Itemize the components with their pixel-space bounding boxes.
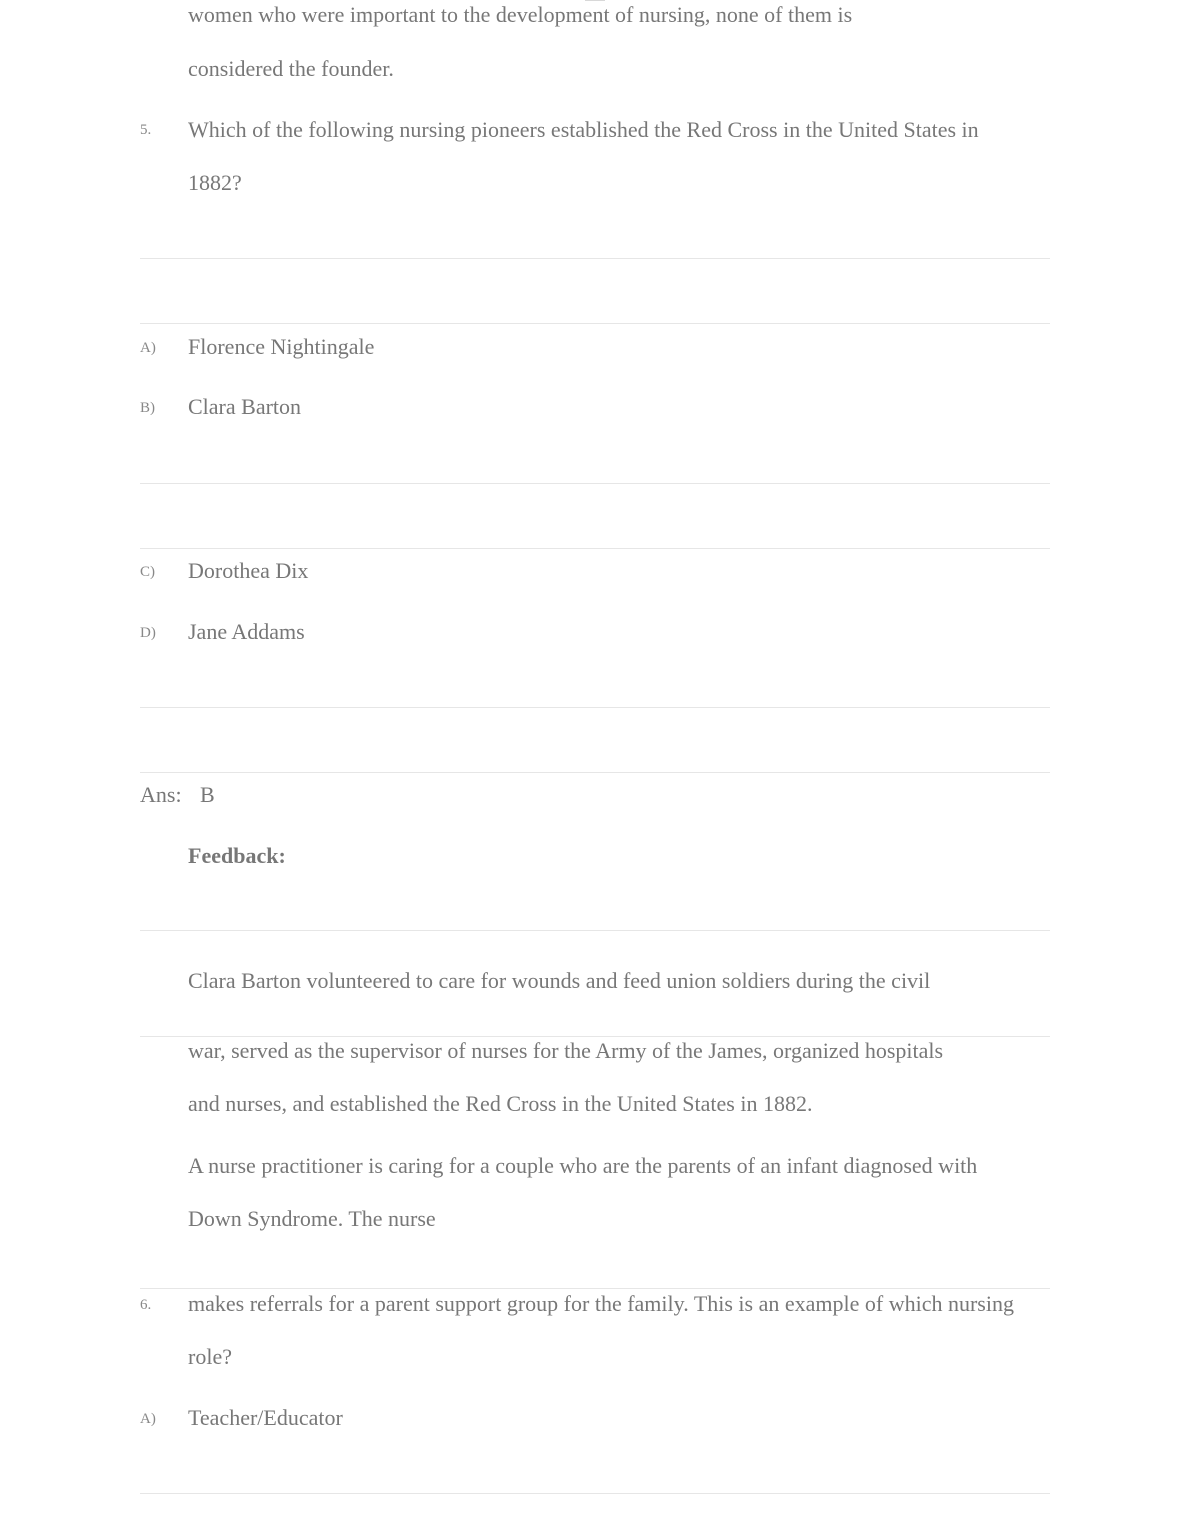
answer-prefix: Ans: [140,782,182,807]
option-label-d: D) [140,625,156,641]
option-text-a: Florence Nightingale [188,334,375,359]
divider [140,1288,1050,1289]
question-stem-line-1: Which of the following nursing pioneers established the Red Cross in the United States in [188,117,979,142]
option-text-a: Teacher/Educator [188,1405,343,1430]
feedback-line-3: and nurses, and established the Red Cross in the United States in 1882. [188,1091,813,1116]
question-stem-line-1: makes referrals for a parent support group for the family. This is an example of which nursing [188,1291,1014,1316]
feedback-heading: Feedback: [188,843,286,868]
option-text-b: Clara Barton [188,394,302,419]
question-stem-line-2: 1882? [188,170,242,195]
divider [140,1036,1050,1037]
answer-value: B [200,782,215,807]
question-number: 5. [140,122,152,138]
divider [140,772,1050,773]
feedback-line-2: war, served as the supervisor of nurses for the Army of the James, organized hospitals [188,1038,944,1063]
carryover-line-2: considered the founder. [188,56,394,81]
question-intro-line-2: Down Syndrome. The nurse [188,1206,436,1231]
option-text-c: Dorothea Dix [188,558,309,583]
feedback-line-1: Clara Barton volunteered to care for wounds and feed union soldiers during the civil [188,968,931,993]
option-label-a: A) [140,340,156,356]
divider [140,548,1050,549]
divider [140,707,1050,708]
divider [140,258,1050,259]
option-text-d: Jane Addams [188,619,305,644]
option-label-b: B) [140,400,155,416]
option-label-c: C) [140,564,155,580]
divider [140,483,1050,484]
question-number: 6. [140,1297,152,1313]
question-stem-line-2: role? [188,1344,232,1369]
page-top-mark [585,0,605,1]
divider [140,930,1050,931]
divider [140,1493,1050,1494]
carryover-line-1: women who were important to the development of nursing, none of them is [188,2,853,27]
option-label-a: A) [140,1411,156,1427]
question-intro-line-1: A nurse practitioner is caring for a couple who are the parents of an infant diagnosed with [188,1153,978,1178]
divider [140,323,1050,324]
